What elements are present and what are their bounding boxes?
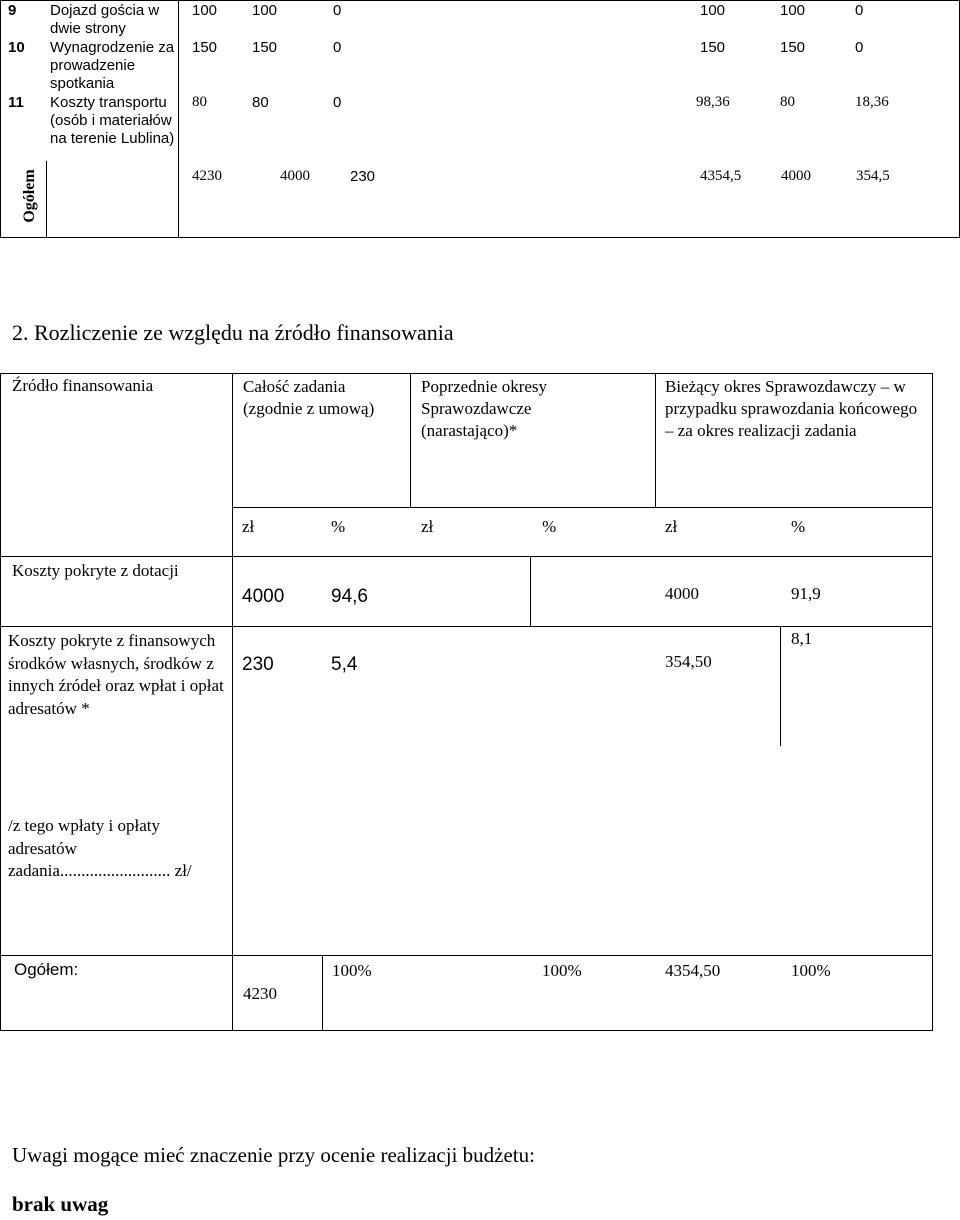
value-cell: 0 bbox=[855, 39, 864, 56]
amount-cell: 4000 bbox=[665, 584, 699, 603]
value-cell: 0 bbox=[333, 94, 342, 111]
percent-cell: 8,1 bbox=[791, 629, 813, 648]
row-label: Koszty pokryte z finansowych środków własnych, środków z innych źródeł oraz wpłat i opłat adresatów * bbox=[8, 631, 224, 718]
remarks-value: brak uwag bbox=[12, 1192, 109, 1216]
value-cell: 98,36 bbox=[696, 94, 730, 110]
row-number: 10 bbox=[8, 39, 25, 56]
amount-cell: 230 bbox=[242, 654, 274, 675]
value-cell: 100 bbox=[700, 2, 726, 19]
remarks-label: Uwagi mogące mieć znaczenie przy ocenie realizacji budżetu: bbox=[12, 1143, 535, 1167]
cost-name: Dojazd gościa w dwie strony bbox=[50, 2, 160, 37]
unit-label: zł bbox=[665, 517, 678, 536]
header-total-task: Całość zadania (zgodnie z umową) bbox=[243, 377, 375, 418]
value-cell: 100 bbox=[192, 2, 218, 19]
value-cell: 0 bbox=[333, 2, 342, 19]
value-cell: 80 bbox=[780, 94, 795, 110]
header-source: Źródło finansowania bbox=[12, 376, 154, 395]
total-amount: 4230 bbox=[243, 984, 277, 1003]
unit-label: % bbox=[331, 517, 346, 536]
value-cell: 150 bbox=[700, 39, 726, 56]
total-value: 4000 bbox=[781, 168, 811, 184]
total-value: 4354,5 bbox=[700, 168, 742, 184]
total-value: 4000 bbox=[280, 168, 310, 184]
total-value: 354,5 bbox=[856, 168, 890, 184]
unit-label: % bbox=[542, 517, 557, 536]
total-percent: 100% bbox=[542, 961, 582, 980]
row-number: 9 bbox=[8, 2, 17, 19]
section-heading: 2. Rozliczenie ze względu na źródło finansowania bbox=[12, 320, 454, 345]
unit-label: zł bbox=[421, 517, 434, 536]
value-cell: 0 bbox=[333, 39, 342, 56]
unit-label: % bbox=[791, 517, 806, 536]
percent-cell: 94,6 bbox=[331, 586, 368, 607]
row-label: Koszty pokryte z dotacji bbox=[12, 561, 179, 580]
total-label: Ogółem bbox=[21, 169, 38, 223]
total-value: 4230 bbox=[192, 168, 222, 184]
amount-cell: 4000 bbox=[242, 586, 285, 607]
value-cell: 150 bbox=[192, 39, 218, 56]
amount-cell: 354,50 bbox=[665, 652, 712, 671]
total-percent: 100% bbox=[332, 961, 372, 980]
value-cell: 0 bbox=[855, 2, 864, 19]
total-value: 230 bbox=[350, 168, 376, 185]
row-label: /z tego wpłaty i opłaty adresatów zadania.......................... zł/ bbox=[8, 816, 192, 880]
unit-label: zł bbox=[242, 517, 255, 536]
header-previous-periods: Poprzednie okresy Sprawozdawcze (narastająco)* bbox=[421, 377, 548, 440]
value-cell: 100 bbox=[252, 2, 278, 19]
header-current-period: Bieżący okres Sprawozdawczy – w przypadku sprawozdania końcowego – za okres realizacji zadania bbox=[665, 377, 918, 440]
row-number: 11 bbox=[8, 94, 24, 111]
cost-name: Wynagrodzenie za prowadzenie spotkania bbox=[50, 39, 175, 92]
total-percent: 100% bbox=[791, 961, 831, 980]
cost-name: Koszty transportu (osób i materiałów na terenie Lublina) bbox=[50, 94, 175, 147]
total-label: Ogółem: bbox=[14, 960, 79, 979]
value-cell: 150 bbox=[252, 39, 278, 56]
value-cell: 18,36 bbox=[855, 94, 889, 110]
total-amount: 4354,50 bbox=[665, 961, 721, 980]
percent-cell: 5,4 bbox=[331, 654, 358, 675]
percent-cell: 91,9 bbox=[791, 584, 821, 603]
value-cell: 80 bbox=[192, 94, 207, 110]
value-cell: 150 bbox=[780, 39, 806, 56]
value-cell: 80 bbox=[252, 94, 269, 111]
value-cell: 100 bbox=[780, 2, 806, 19]
